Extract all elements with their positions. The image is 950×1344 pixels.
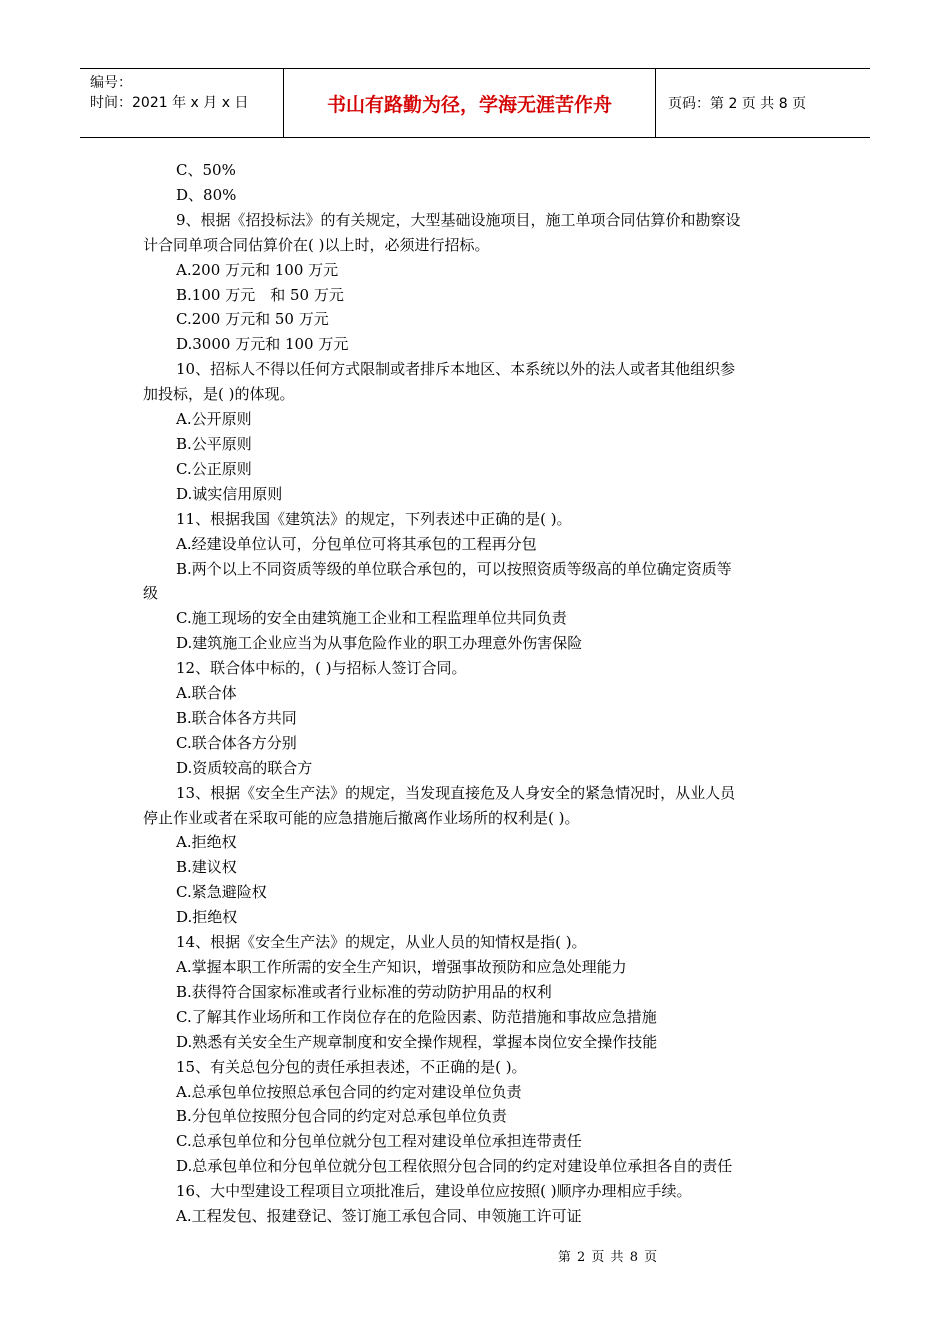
- text-line: B.获得符合国家标准或者行业标准的劳动防护用品的权利: [176, 982, 552, 1001]
- text-line: 11、根据我国《建筑法》的规定，下列表述中正确的是( )。: [176, 509, 572, 528]
- text-line: D.拒绝权: [176, 908, 238, 927]
- text-line: A.拒绝权: [176, 833, 237, 852]
- text-line: 15、有关总包分包的责任承担表述，不正确的是( )。: [176, 1057, 527, 1076]
- header-motto: 书山有路勤为径，学海无涯苦作舟: [283, 69, 656, 137]
- document-date-label: 时间：2021 年 x 月 x 日: [90, 95, 249, 111]
- text-line: 12、联合体中标的，( )与招标人签订合同。: [176, 659, 467, 678]
- text-line: D、80%: [176, 185, 237, 204]
- text-line: A.掌握本职工作所需的安全生产知识，增强事故预防和应急处理能力: [176, 958, 627, 976]
- text-line: B.公平原则: [176, 434, 252, 453]
- text-line: 9、根据《招投标法》的有关规定，大型基础设施项目，施工单项合同估算价和勘察设: [176, 210, 741, 229]
- text-line: 级: [143, 584, 159, 603]
- text-line: 13、根据《安全生产法》的规定，当发现直接危及人身安全的紧急情况时，从业人员: [176, 783, 736, 802]
- text-line: C.紧急避险权: [176, 883, 267, 902]
- page-header: [80, 68, 870, 138]
- text-line: 计合同单项合同估算价在( )以上时，必须进行招标。: [143, 235, 490, 254]
- text-line: D.建筑施工企业应当为从事危险作业的职工办理意外伤害保险: [176, 634, 583, 653]
- text-line: A.公开原则: [176, 410, 252, 429]
- page-footer: 第 2 页 共 8 页: [557, 1250, 659, 1265]
- text-line: D.诚实信用原则: [176, 484, 283, 503]
- text-line: A.工程发包、报建登记、签订施工承包合同、申领施工许可证: [176, 1207, 582, 1226]
- text-line: A.联合体: [176, 684, 237, 703]
- text-line: C.施工现场的安全由建筑施工企业和工程监理单位共同负责: [176, 609, 567, 628]
- text-line: B.分包单位按照分包合同的约定对总承包单位负责: [176, 1107, 507, 1126]
- document-number-label: 编号：: [90, 75, 132, 91]
- text-line: C、50%: [176, 161, 236, 179]
- text-line: C.总承包单位和分包单位就分包工程对建设单位承担连带责任: [176, 1132, 582, 1151]
- header-page-code: 页码：第 2 页 共 8 页: [668, 96, 807, 112]
- text-line: D.资质较高的联合方: [176, 758, 313, 777]
- text-line: 14、根据《安全生产法》的规定，从业人员的知情权是指( )。: [176, 933, 587, 952]
- text-line: B.建议权: [176, 858, 237, 877]
- text-line: 停止作业或者在采取可能的应急措施后撤离作业场所的权利是( )。: [143, 808, 580, 827]
- header-meta: [80, 69, 283, 137]
- text-line: 10、招标人不得以任何方式限制或者排斥本地区、本系统以外的法人或者其他组织参: [176, 360, 736, 379]
- text-line: C.了解其作业场所和工作岗位存在的危险因素、防范措施和事故应急措施: [176, 1007, 657, 1026]
- text-line: C.联合体各方分别: [176, 733, 297, 752]
- text-line: D.总承包单位和分包单位就分包工程依照分包合同的约定对建设单位承担各自的责任: [176, 1157, 733, 1176]
- text-line: C.200 万元和 50 万元: [176, 310, 329, 329]
- text-line: B.联合体各方共同: [176, 708, 297, 727]
- text-line: C.公正原则: [176, 459, 252, 478]
- text-line: D.熟悉有关安全生产规章制度和安全操作规程，掌握本岗位安全操作技能: [176, 1032, 658, 1051]
- text-line: 16、大中型建设工程项目立项批准后，建设单位应按照( )顺序办理相应手续。: [176, 1182, 692, 1201]
- text-line: A.200 万元和 100 万元: [176, 260, 339, 279]
- document-body: [143, 158, 811, 1229]
- text-line: A.总承包单位按照总承包合同的约定对建设单位负责: [176, 1082, 522, 1101]
- text-line: B.100 万元 和 50 万元: [176, 285, 344, 304]
- text-line: B.两个以上不同资质等级的单位联合承包的，可以按照资质等级高的单位确定资质等: [176, 559, 732, 578]
- text-line: A.经建设单位认可，分包单位可将其承包的工程再分包: [176, 534, 537, 553]
- text-line: 加投标，是( )的体现。: [143, 385, 295, 404]
- text-line: D.3000 万元和 100 万元: [176, 335, 349, 354]
